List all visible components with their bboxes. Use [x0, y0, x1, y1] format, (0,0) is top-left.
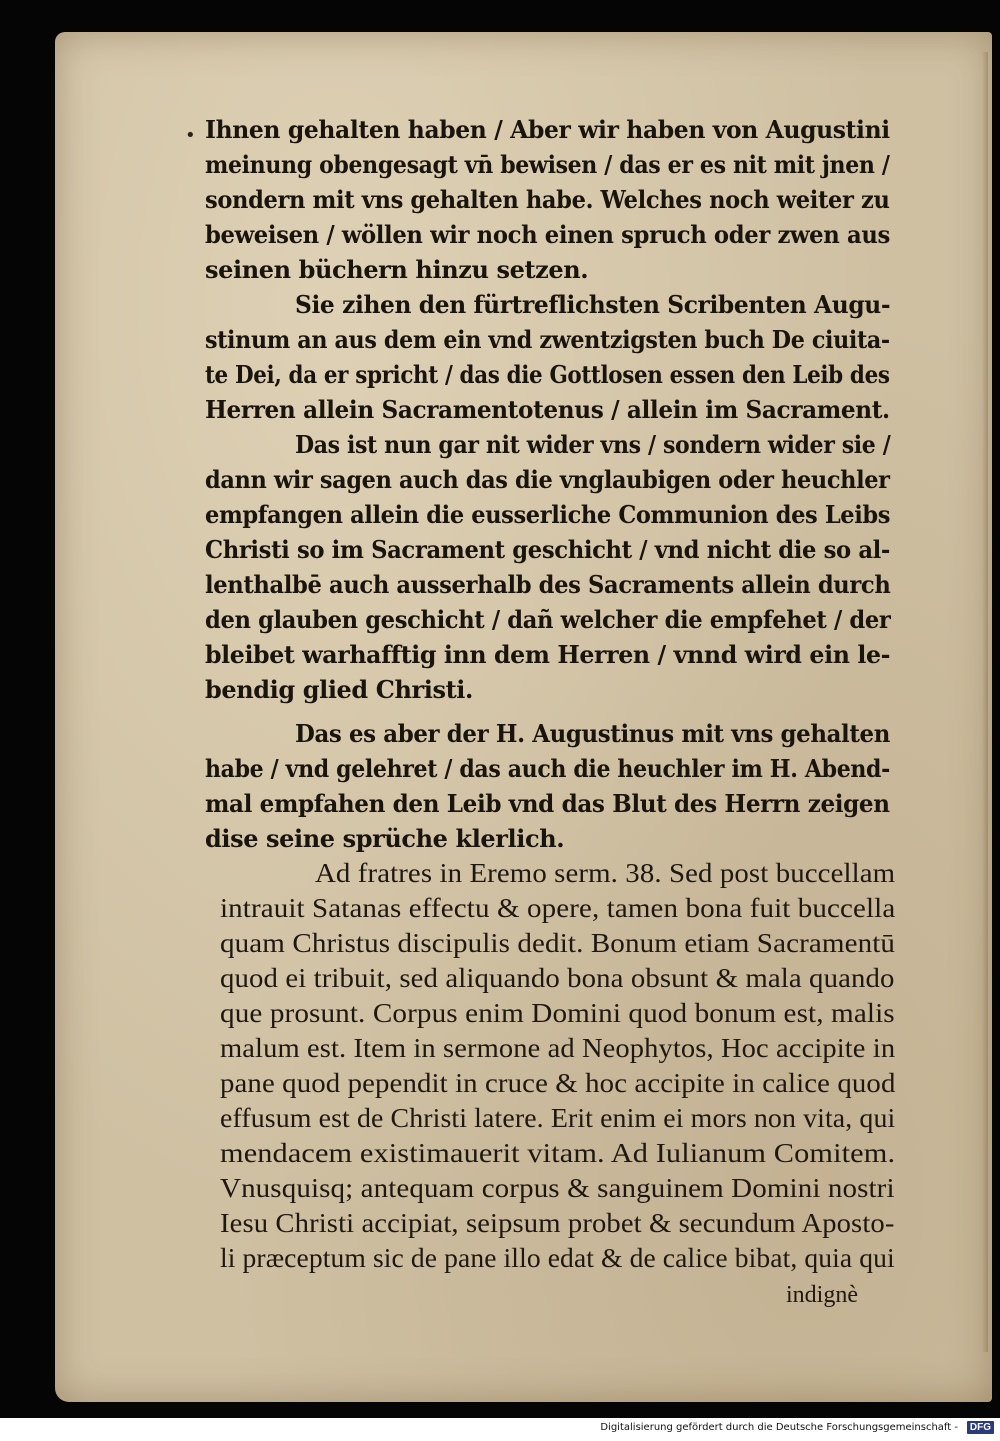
- text-line-21: dise seine sprüche klerlich.: [205, 824, 565, 853]
- text-line-11: dann wir sagen auch das die vnglaubigen oder heuchler: [205, 465, 890, 494]
- text-line-26: que prosunt. Corpus enim Domini quod bonum est, malis: [220, 998, 895, 1028]
- text-line-8: te Dei, da er spricht / das die Gottlosen essen den Leib des: [205, 360, 890, 389]
- text-line-3: sondern mit vns gehalten habe. Welches noch weiter zu: [205, 185, 890, 214]
- text-line-20: mal empfahen den Leib vnd das Blut des Herrn zeigen: [205, 789, 890, 818]
- text-line-15: den glauben geschicht / dañ welcher die empfehet / der: [205, 605, 891, 634]
- text-line-28: pane quod pependit in cruce & hoc accipite in calice quod: [220, 1068, 896, 1098]
- text-line-29: effusum est de Christi latere. Erit enim ei mors non vita, qui: [220, 1103, 896, 1133]
- text-line-27: malum est. Item in sermone ad Neophytos, Hoc accipite in: [220, 1033, 896, 1063]
- text-line-23: intrauit Satanas effectu & opere, tamen bona fuit buccella: [220, 893, 896, 923]
- margin-mark: •: [185, 125, 196, 146]
- text-line-33: li præceptum sic de pane illo edat & de calice bibat, quia qui: [220, 1243, 895, 1273]
- text-line-9: Herren allein Sacramentotenus / allein im Sacrament.: [205, 395, 890, 424]
- text-line-4: beweisen / wöllen wir noch einen spruch oder zwen aus: [205, 220, 890, 249]
- text-line-31: Vnusquisq; antequam corpus & sanguinem Domini nostri: [220, 1173, 895, 1203]
- footer-bar: [0, 1418, 1000, 1441]
- text-line-30: mendacem existimauerit vitam. Ad Iulianum Comitem.: [220, 1138, 896, 1168]
- catchword: indignè: [786, 1282, 858, 1308]
- text-line-17: bendig glied Christi.: [205, 675, 473, 704]
- page-edge-shadow: [982, 52, 988, 1352]
- text-line-5: seinen büchern hinzu setzen.: [205, 255, 589, 284]
- text-line-19: habe / vnd gelehret / das auch die heuchler im H. Abend-: [205, 754, 890, 783]
- text-line-1: Ihnen gehalten haben / Aber wir haben von Augustini: [205, 115, 890, 144]
- footer-credit: Digitalisierung gefördert durch die Deutsche Forschungsgemeinschaft -: [600, 1422, 958, 1433]
- text-line-25: quod ei tribuit, sed aliquando bona obsunt & mala quando: [220, 963, 895, 993]
- text-line-24: quam Christus discipulis dedit. Bonum etiam Sacramentū: [220, 928, 896, 958]
- text-line-2: meinung obengesagt vn̄ bewisen / das er es nit mit jnen /: [205, 150, 890, 179]
- text-line-16: bleibet warhafftig inn dem Herren / vnnd wird ein le-: [205, 640, 891, 669]
- text-line-22: Ad fratres in Eremo serm. 38. Sed post buccellam: [315, 858, 896, 888]
- text-line-13: Christi so im Sacrament geschicht / vnd nicht die so al-: [205, 535, 890, 564]
- text-line-7: stinum an aus dem ein vnd zwentzigsten buch De ciuita-: [205, 325, 890, 354]
- text-line-6: Sie zihen den fürtreflichsten Scribenten Augu-: [295, 290, 891, 319]
- text-line-10: Das ist nun gar nit wider vns / sondern wider sie /: [295, 430, 891, 459]
- dfg-logo[interactable]: DFG: [967, 1421, 994, 1434]
- text-line-18: Das es aber der H. Augustinus mit vns gehalten: [295, 719, 890, 748]
- text-line-14: lenthalbē auch ausserhalb des Sacraments allein durch: [205, 570, 891, 599]
- text-line-32: Iesu Christi accipiat, seipsum probet & secundum Aposto-: [220, 1208, 895, 1238]
- text-line-12: empfangen allein die eusserliche Communion des Leibs: [205, 500, 891, 529]
